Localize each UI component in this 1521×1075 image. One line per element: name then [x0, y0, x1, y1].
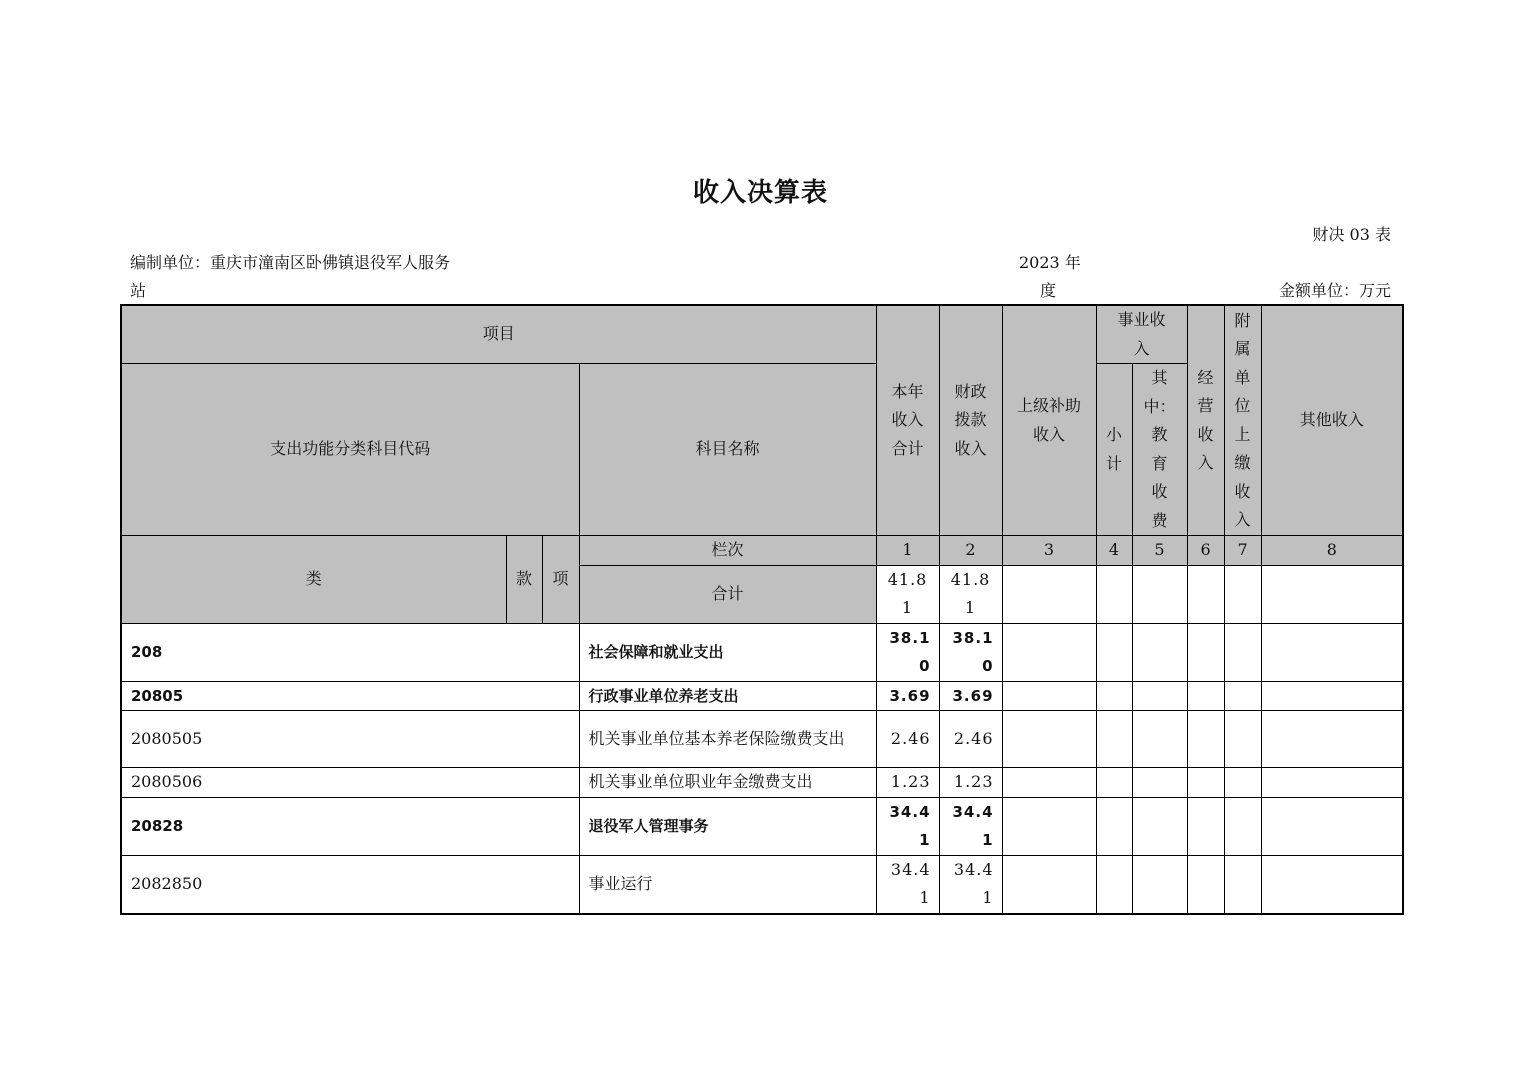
header-function-code: 支出功能分类科目代码 — [121, 364, 579, 536]
row-name: 社会保障和就业支出 — [579, 623, 876, 681]
header-total-income: 本年 收入 合计 — [876, 305, 939, 536]
row-fiscal: 34.4 1 — [939, 855, 1002, 914]
table-row — [121, 623, 1403, 681]
header-affiliated-unit-income: 附 属 单 位 上 缴 收 入 — [1224, 305, 1261, 536]
row-fiscal: 1.23 — [939, 768, 1002, 798]
col-no-8: 8 — [1261, 536, 1403, 566]
row-total-income: 1.23 — [876, 768, 939, 798]
row-total-income: 34.4 1 — [876, 855, 939, 914]
col-no-3: 3 — [1002, 536, 1096, 566]
table-row — [121, 797, 1403, 855]
col-no-1: 1 — [876, 536, 939, 566]
header-column-no: 栏次 — [579, 536, 876, 566]
form-number: 财决 03 表 — [1312, 225, 1391, 244]
row-name: 行政事业单位养老支出 — [579, 681, 876, 711]
page-title: 收入决算表 — [692, 178, 828, 208]
total-label: 合计 — [579, 565, 876, 623]
table-row — [121, 855, 1403, 914]
row-code: 20828 — [121, 797, 579, 855]
row-fiscal: 3.69 — [939, 681, 1002, 711]
row-name: 事业运行 — [579, 855, 876, 914]
compiling-unit-line-1: 编制单位：重庆市潼南区卧佛镇退役军人服务 — [130, 253, 451, 272]
col-no-6: 6 — [1187, 536, 1224, 566]
header-superior-subsidy: 上级补助 收入 — [1002, 305, 1096, 536]
header-subject-name: 科目名称 — [579, 364, 876, 536]
header-subtotal: 小 计 — [1096, 364, 1132, 536]
row-fiscal: 2.46 — [939, 711, 1002, 768]
row-total-income: 34.4 1 — [876, 797, 939, 855]
header-lei: 类 — [121, 536, 506, 624]
row-code: 208 — [121, 623, 579, 681]
col-no-4: 4 — [1096, 536, 1132, 566]
row-name: 机关事业单位基本养老保险缴费支出 — [579, 711, 876, 768]
col-no-7: 7 — [1224, 536, 1261, 566]
header-fiscal-appropriation: 财政 拨款 收入 — [939, 305, 1002, 536]
header-other-income: 其他收入 — [1261, 305, 1403, 536]
col-no-2: 2 — [939, 536, 1002, 566]
row-total-income: 38.1 0 — [876, 623, 939, 681]
row-code: 2082850 — [121, 855, 579, 914]
table-row — [121, 681, 1403, 711]
row-name: 退役军人管理事务 — [579, 797, 876, 855]
row-fiscal: 38.1 0 — [939, 623, 1002, 681]
table-row — [121, 768, 1403, 798]
row-fiscal: 34.4 1 — [939, 797, 1002, 855]
col-no-5: 5 — [1132, 536, 1187, 566]
header-operating-income: 经 营 收 入 — [1187, 305, 1224, 536]
table-row — [121, 711, 1403, 768]
fiscal-year-line-1: 2023 年 — [1019, 253, 1081, 272]
total-fiscal-value: 41.8 1 — [939, 565, 1002, 623]
row-total-income: 3.69 — [876, 681, 939, 711]
compiling-unit-line-2: 站 — [130, 281, 147, 300]
income-table — [120, 304, 1404, 915]
money-unit: 金额单位：万元 — [1278, 281, 1391, 300]
row-total-income: 2.46 — [876, 711, 939, 768]
header-kuan: 款 — [506, 536, 542, 624]
row-code: 2080506 — [121, 768, 579, 798]
row-code: 2080505 — [121, 711, 579, 768]
fiscal-year-line-2: 度 — [1040, 281, 1057, 300]
header-education-fee: 其 中： 教 育 收 费 — [1132, 364, 1187, 536]
header-xiang: 项 — [542, 536, 579, 624]
header-business-income: 事业收 入 — [1096, 305, 1187, 364]
total-income-value: 41.8 1 — [876, 565, 939, 623]
row-name: 机关事业单位职业年金缴费支出 — [579, 768, 876, 798]
header-item: 项目 — [121, 305, 876, 364]
row-code: 20805 — [121, 681, 579, 711]
